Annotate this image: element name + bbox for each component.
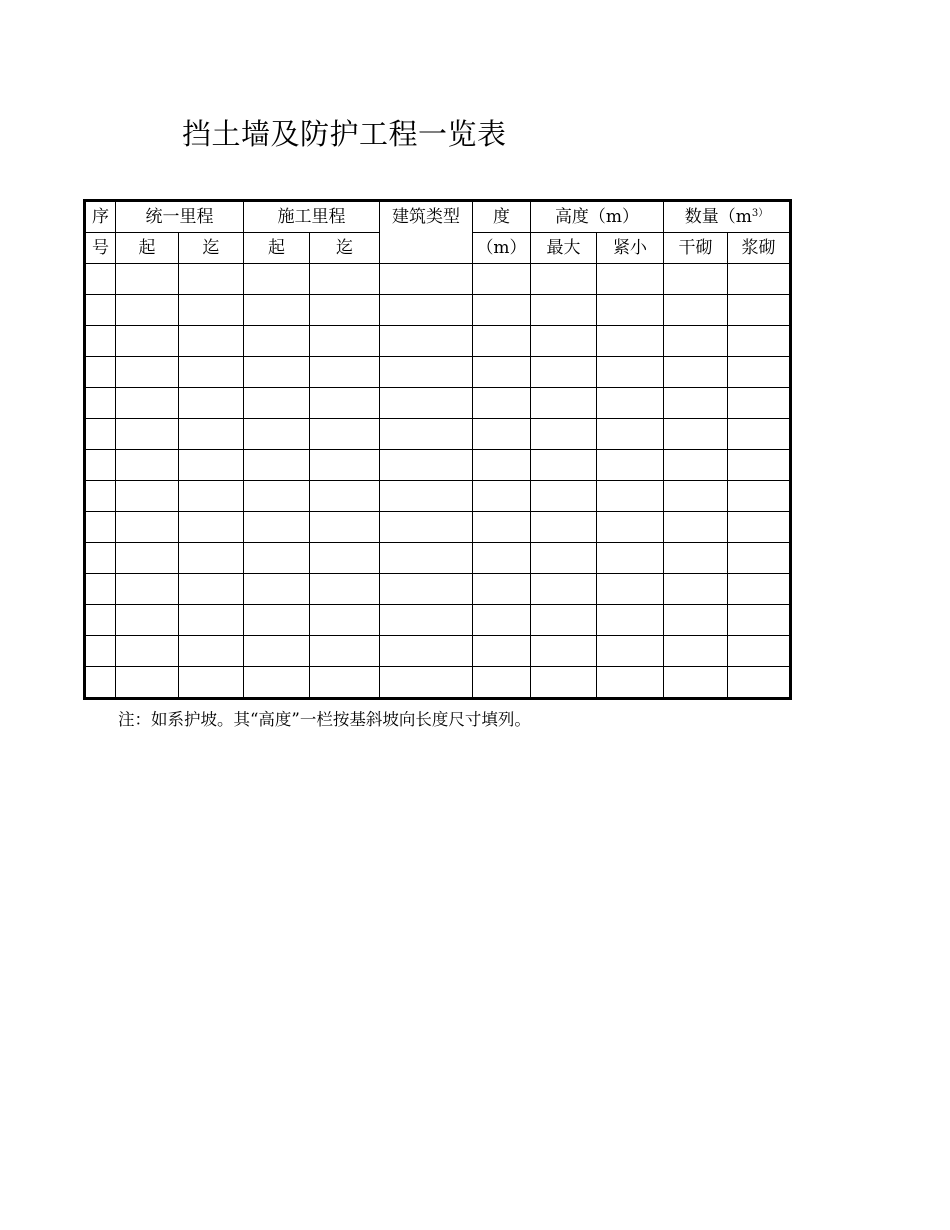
retaining-wall-table bbox=[83, 199, 792, 700]
table-cell[interactable] bbox=[244, 295, 310, 326]
table-cell[interactable] bbox=[380, 605, 473, 636]
table-cell[interactable] bbox=[116, 481, 179, 512]
table-cell[interactable] bbox=[380, 357, 473, 388]
table-cell[interactable] bbox=[473, 450, 531, 481]
table-cell[interactable] bbox=[310, 326, 380, 357]
table-cell[interactable] bbox=[179, 388, 244, 419]
table-cell[interactable] bbox=[85, 326, 116, 357]
table-row bbox=[85, 512, 791, 543]
table-cell[interactable] bbox=[310, 295, 380, 326]
table-cell[interactable] bbox=[473, 543, 531, 574]
table-cell[interactable] bbox=[531, 326, 597, 357]
table-row bbox=[85, 543, 791, 574]
table-row bbox=[85, 388, 791, 419]
table-body bbox=[85, 264, 791, 699]
table-cell[interactable] bbox=[85, 388, 116, 419]
table-cell[interactable] bbox=[473, 388, 531, 419]
header-dry-masonry: 干砌 bbox=[664, 233, 728, 264]
table-cell[interactable] bbox=[473, 295, 531, 326]
table-cell[interactable] bbox=[244, 605, 310, 636]
header-mortar-masonry: 浆砌 bbox=[728, 233, 791, 264]
header-row-1 bbox=[85, 201, 791, 233]
table-cell[interactable] bbox=[728, 326, 791, 357]
table-cell[interactable] bbox=[116, 419, 179, 450]
table-cell[interactable] bbox=[85, 264, 116, 295]
table-cell[interactable] bbox=[85, 450, 116, 481]
table-cell[interactable] bbox=[310, 388, 380, 419]
table-cell[interactable] bbox=[244, 388, 310, 419]
header-construction-end: 迄 bbox=[310, 233, 380, 264]
table-cell[interactable] bbox=[179, 574, 244, 605]
table-cell[interactable] bbox=[244, 667, 310, 699]
table-cell[interactable] bbox=[380, 419, 473, 450]
table-cell[interactable] bbox=[380, 512, 473, 543]
table-cell[interactable] bbox=[597, 574, 664, 605]
table-cell[interactable] bbox=[310, 574, 380, 605]
table-cell[interactable] bbox=[85, 419, 116, 450]
table-cell[interactable] bbox=[380, 450, 473, 481]
table-cell[interactable] bbox=[597, 636, 664, 667]
table-cell[interactable] bbox=[473, 357, 531, 388]
table-row bbox=[85, 450, 791, 481]
table-cell[interactable] bbox=[728, 605, 791, 636]
table-cell[interactable] bbox=[597, 543, 664, 574]
table-cell[interactable] bbox=[380, 636, 473, 667]
table-cell[interactable] bbox=[310, 667, 380, 699]
table-row bbox=[85, 636, 791, 667]
table-cell[interactable] bbox=[728, 419, 791, 450]
table-cell[interactable] bbox=[597, 605, 664, 636]
table-cell[interactable] bbox=[728, 481, 791, 512]
table-cell[interactable] bbox=[116, 388, 179, 419]
table-cell[interactable] bbox=[473, 264, 531, 295]
table-cell[interactable] bbox=[728, 574, 791, 605]
table-cell[interactable] bbox=[179, 543, 244, 574]
table-cell[interactable] bbox=[380, 388, 473, 419]
header-height-max: 最大 bbox=[531, 233, 597, 264]
table-cell[interactable] bbox=[531, 357, 597, 388]
header-quantity bbox=[664, 201, 791, 233]
table-cell[interactable] bbox=[664, 295, 728, 326]
header-seq-bottom: 号 bbox=[85, 233, 116, 264]
header-unified-mileage: 统一里程 bbox=[116, 201, 244, 233]
table-cell[interactable] bbox=[728, 264, 791, 295]
table-cell[interactable] bbox=[244, 574, 310, 605]
table-cell[interactable] bbox=[179, 667, 244, 699]
table-cell[interactable] bbox=[728, 667, 791, 699]
table-cell[interactable] bbox=[116, 512, 179, 543]
table-cell[interactable] bbox=[728, 295, 791, 326]
table-cell[interactable] bbox=[531, 388, 597, 419]
table-cell[interactable] bbox=[597, 419, 664, 450]
table-cell[interactable] bbox=[380, 574, 473, 605]
table-cell[interactable] bbox=[310, 450, 380, 481]
table-cell[interactable] bbox=[116, 264, 179, 295]
header-construction-start: 起 bbox=[244, 233, 310, 264]
table-cell[interactable] bbox=[380, 326, 473, 357]
table-cell[interactable] bbox=[531, 605, 597, 636]
table-cell[interactable] bbox=[85, 357, 116, 388]
table-row bbox=[85, 667, 791, 699]
table-cell[interactable] bbox=[473, 419, 531, 450]
table-cell[interactable] bbox=[179, 326, 244, 357]
table-cell[interactable] bbox=[473, 326, 531, 357]
table-cell[interactable] bbox=[310, 636, 380, 667]
table-cell[interactable] bbox=[597, 326, 664, 357]
header-height-min: 紧小 bbox=[597, 233, 664, 264]
table-cell[interactable] bbox=[244, 481, 310, 512]
footnote: 注：如系护坡。其“高度”一栏按基斜坡向长度尺寸填列。 bbox=[118, 710, 531, 729]
table-cell[interactable] bbox=[473, 667, 531, 699]
table-cell[interactable] bbox=[244, 264, 310, 295]
table-cell[interactable] bbox=[664, 388, 728, 419]
table-cell[interactable] bbox=[664, 512, 728, 543]
table-cell[interactable] bbox=[116, 450, 179, 481]
table-cell[interactable] bbox=[473, 605, 531, 636]
table-cell[interactable] bbox=[473, 481, 531, 512]
table-cell[interactable] bbox=[531, 574, 597, 605]
table-cell[interactable] bbox=[116, 667, 179, 699]
table-cell[interactable] bbox=[664, 481, 728, 512]
table-row bbox=[85, 326, 791, 357]
table-cell[interactable] bbox=[664, 326, 728, 357]
table-cell[interactable] bbox=[244, 450, 310, 481]
table-cell[interactable] bbox=[597, 450, 664, 481]
table-cell[interactable] bbox=[310, 264, 380, 295]
table-cell[interactable] bbox=[310, 605, 380, 636]
table-row bbox=[85, 481, 791, 512]
table-cell[interactable] bbox=[85, 295, 116, 326]
table-cell[interactable] bbox=[664, 636, 728, 667]
table-cell[interactable] bbox=[179, 605, 244, 636]
table-cell[interactable] bbox=[85, 574, 116, 605]
table-cell[interactable] bbox=[179, 450, 244, 481]
header-unified-start: 起 bbox=[116, 233, 179, 264]
table-row bbox=[85, 574, 791, 605]
table-cell[interactable] bbox=[664, 605, 728, 636]
table-cell[interactable] bbox=[85, 543, 116, 574]
table-cell[interactable] bbox=[179, 357, 244, 388]
table-cell[interactable] bbox=[664, 667, 728, 699]
table-cell[interactable] bbox=[664, 450, 728, 481]
table-cell[interactable] bbox=[728, 388, 791, 419]
table-cell[interactable] bbox=[728, 636, 791, 667]
table-cell[interactable] bbox=[664, 264, 728, 295]
table-cell[interactable] bbox=[310, 512, 380, 543]
header-length-unit: （m） bbox=[473, 233, 531, 264]
table-cell[interactable] bbox=[728, 450, 791, 481]
table-cell[interactable] bbox=[179, 264, 244, 295]
header-unified-end: 迄 bbox=[179, 233, 244, 264]
table-cell[interactable] bbox=[310, 481, 380, 512]
table-cell[interactable] bbox=[310, 543, 380, 574]
table-cell[interactable] bbox=[531, 450, 597, 481]
table-cell[interactable] bbox=[310, 419, 380, 450]
table-cell[interactable] bbox=[116, 295, 179, 326]
table-cell[interactable] bbox=[664, 543, 728, 574]
table-cell[interactable] bbox=[85, 605, 116, 636]
table-cell[interactable] bbox=[531, 543, 597, 574]
table-cell[interactable] bbox=[531, 636, 597, 667]
table-cell[interactable] bbox=[244, 512, 310, 543]
table-cell[interactable] bbox=[116, 357, 179, 388]
table-cell[interactable] bbox=[473, 512, 531, 543]
table-cell[interactable] bbox=[116, 574, 179, 605]
table-cell[interactable] bbox=[380, 543, 473, 574]
table-cell[interactable] bbox=[179, 512, 244, 543]
table-cell[interactable] bbox=[310, 357, 380, 388]
table-cell[interactable] bbox=[116, 543, 179, 574]
table-row bbox=[85, 264, 791, 295]
table-cell[interactable] bbox=[728, 357, 791, 388]
table-cell[interactable] bbox=[244, 636, 310, 667]
table-cell[interactable] bbox=[664, 574, 728, 605]
header-length-top: 度 bbox=[473, 201, 531, 233]
table-cell[interactable] bbox=[531, 264, 597, 295]
table-row bbox=[85, 605, 791, 636]
table-cell[interactable] bbox=[597, 295, 664, 326]
table-cell[interactable] bbox=[531, 667, 597, 699]
table-cell[interactable] bbox=[531, 419, 597, 450]
table-cell[interactable] bbox=[728, 512, 791, 543]
table-cell[interactable] bbox=[597, 264, 664, 295]
table-cell[interactable] bbox=[116, 636, 179, 667]
table-cell[interactable] bbox=[597, 667, 664, 699]
table-row bbox=[85, 357, 791, 388]
table-cell[interactable] bbox=[179, 295, 244, 326]
table-cell[interactable] bbox=[473, 636, 531, 667]
table-cell[interactable] bbox=[85, 636, 116, 667]
table-cell[interactable] bbox=[531, 512, 597, 543]
table-cell[interactable] bbox=[380, 295, 473, 326]
table-cell[interactable] bbox=[597, 512, 664, 543]
table-row bbox=[85, 419, 791, 450]
table-cell[interactable] bbox=[380, 264, 473, 295]
table-cell[interactable] bbox=[473, 574, 531, 605]
page-title: 挡土墙及防护工程一览表 bbox=[182, 117, 507, 151]
table-cell[interactable] bbox=[597, 481, 664, 512]
table-cell[interactable] bbox=[85, 667, 116, 699]
table-cell[interactable] bbox=[531, 295, 597, 326]
header-building-type: 建筑类型 bbox=[380, 201, 473, 264]
header-seq-top: 序 bbox=[85, 201, 116, 233]
table-cell[interactable] bbox=[597, 357, 664, 388]
table-cell[interactable] bbox=[116, 605, 179, 636]
header-quantity-label: 数量（m bbox=[684, 207, 752, 227]
table-cell[interactable] bbox=[179, 481, 244, 512]
table-cell[interactable] bbox=[85, 512, 116, 543]
table-cell[interactable] bbox=[179, 636, 244, 667]
table-cell[interactable] bbox=[597, 388, 664, 419]
table-header bbox=[85, 201, 791, 264]
table-cell[interactable] bbox=[179, 419, 244, 450]
table-cell[interactable] bbox=[116, 326, 179, 357]
table-cell[interactable] bbox=[728, 543, 791, 574]
table-cell[interactable] bbox=[664, 357, 728, 388]
table-cell[interactable] bbox=[244, 326, 310, 357]
table-cell[interactable] bbox=[85, 481, 116, 512]
table-cell[interactable] bbox=[664, 419, 728, 450]
table-cell[interactable] bbox=[531, 481, 597, 512]
header-quantity-sup: 3） bbox=[751, 208, 769, 219]
header-height: 高度（m） bbox=[531, 201, 664, 233]
table-row bbox=[85, 295, 791, 326]
table-cell[interactable] bbox=[380, 667, 473, 699]
header-construction-mileage: 施工里程 bbox=[244, 201, 380, 233]
table-cell[interactable] bbox=[244, 419, 310, 450]
table-cell[interactable] bbox=[380, 481, 473, 512]
table-cell[interactable] bbox=[244, 357, 310, 388]
table-cell[interactable] bbox=[244, 543, 310, 574]
